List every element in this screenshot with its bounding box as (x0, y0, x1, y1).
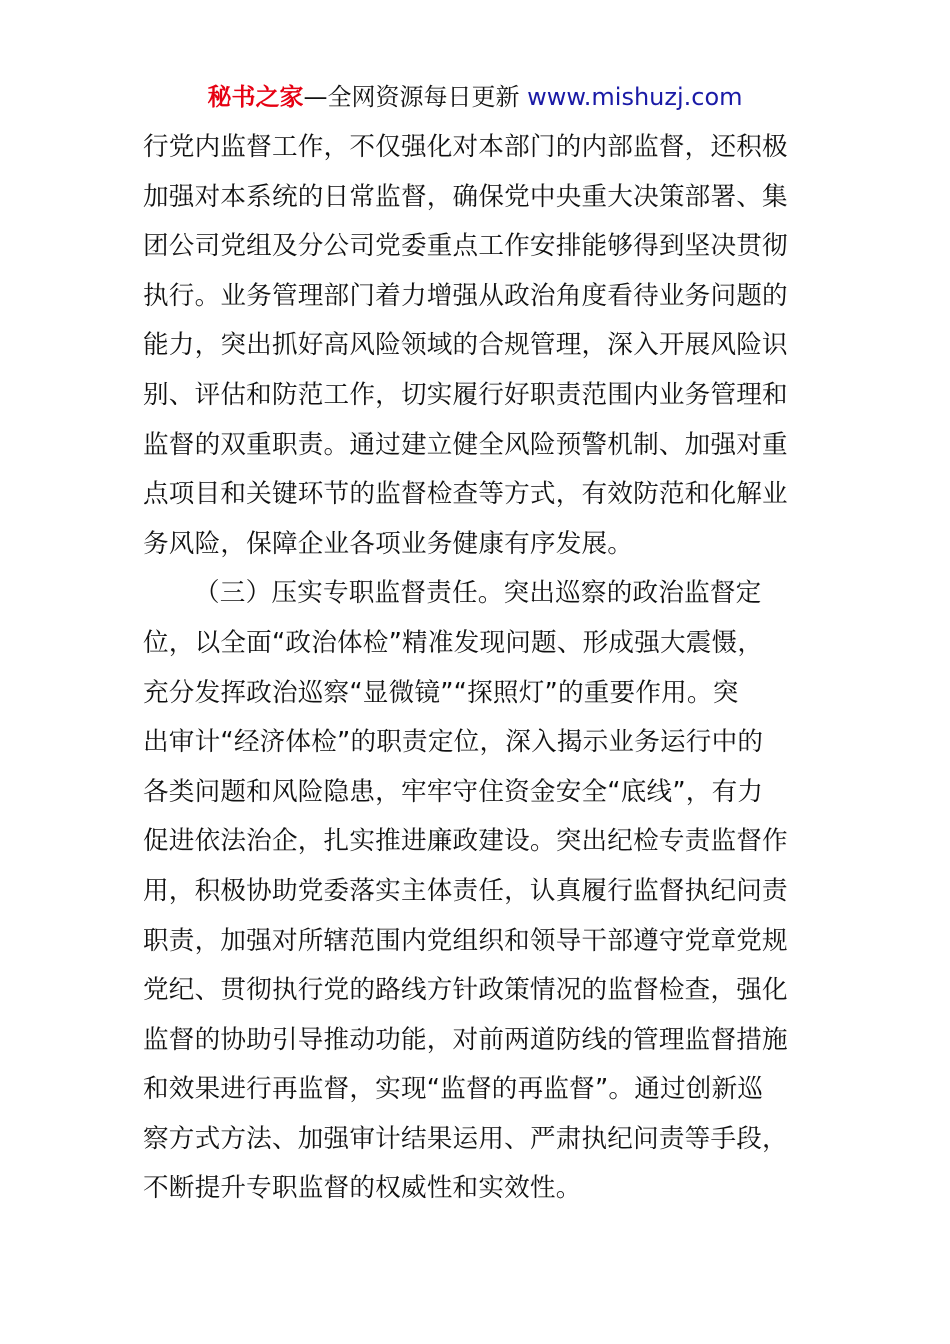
text-line: 行党内监督工作，不仅强化对本部门的内部监督，还积极 (143, 132, 788, 162)
text-line: 监督的双重职责。通过建立健全风险预警机制、加强对重 (143, 429, 788, 460)
text-line: 用，积极协助党委落实主体责任，认真履行监督执纪问责 (143, 875, 788, 906)
text-line: 出审计“经济体检”的职责定位，深入揭示业务运行中的 (143, 727, 764, 758)
text-line: 和效果进行再监督，实现“监督的再监督”。通过创新巡 (143, 1074, 764, 1105)
text-line: 各类问题和风险隐患，牢牢守住资金安全“底线”，有力 (143, 776, 764, 807)
document-body (143, 123, 808, 1214)
text-line: 促进依法治企，扎实推进廉政建设。突出纪检专责监督作 (143, 826, 788, 857)
text-line: 点项目和关键环节的监督检查等方式，有效防范和化解业 (143, 479, 788, 510)
site-url-link[interactable]: www.mishuzj.com (527, 83, 743, 111)
text-line: 察方式方法、加强审计结果运用、严肃执纪问责等手段， (143, 1123, 788, 1154)
text-line: 监督的协助引导推动功能，对前两道防线的管理监督措施 (143, 1024, 788, 1055)
text-line: 加强对本系统的日常监督，确保党中央重大决策部署、集 (143, 181, 788, 212)
text-line: 能力，突出抓好高风险领域的合规管理，深入开展风险识 (143, 330, 788, 361)
text-line: 充分发挥政治巡察“显微镜”“探照灯”的重要作用。突 (143, 677, 739, 708)
text-line: 位，以全面“政治体检”精准发现问题、形成强大震慑， (143, 627, 764, 658)
text-line: 党纪、贯彻执行党的路线方针政策情况的监督检查，强化 (143, 975, 788, 1006)
text-line: 不断提升专职监督的权威性和实效性。 (143, 1173, 582, 1204)
site-brand: 秘书之家 (207, 83, 304, 111)
text-line: 执行。业务管理部门着力增强从政治角度看待业务问题的 (143, 280, 788, 311)
site-header (0, 80, 950, 114)
section-heading-line: （三）压实专职监督责任。突出巡察的政治监督定 (194, 578, 762, 609)
text-line: 职责，加强对所辖范围内党组织和领导干部遵守党章党规 (143, 925, 788, 956)
text-line: 务风险，保障企业各项业务健康有序发展。 (143, 528, 634, 559)
text-line: 别、评估和防范工作，切实履行好职责范围内业务管理和 (143, 379, 788, 410)
text-line: 团公司党组及分公司党委重点工作安排能够得到坚决贯彻 (143, 231, 788, 262)
site-tagline: —全网资源每日更新 (303, 83, 528, 111)
